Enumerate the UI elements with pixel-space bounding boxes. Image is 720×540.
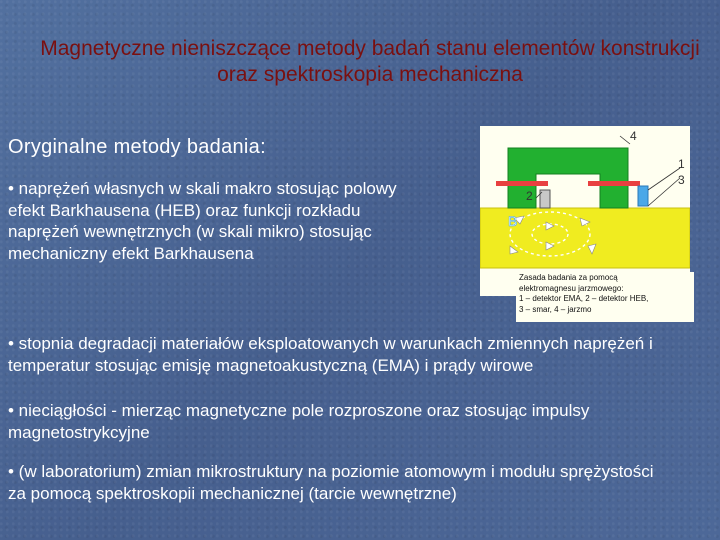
label-b: B [508,213,518,229]
bullet-degradation: • stopnia degradacji materiałów eksploatowanych w warunkach zmiennych naprężeń i temperatur stosując emisję magnetoakustyczną (EMA) i prądy wirowe [8,334,653,375]
label-2: 2 [526,189,533,203]
section-heading: Oryginalne metody badania: [8,136,266,158]
bullet-discontinuities: • nieciągłości - mierząc magnetyczne pole rozproszone oraz stosując impulsy magnetostrykcyjne [8,401,590,442]
detector-ema [638,186,648,206]
caption-line: Zasada badania za pomocą [519,273,618,282]
caption-line: elektromagnesu jarzmowego: [519,283,624,293]
label-4: 4 [630,129,637,143]
coil-right [588,181,640,186]
bullet-barkhausen: • naprężeń własnych w skali makro stosując polowy efekt Barkhausena (HEB) oraz funkcji rozkładu naprężeń wewnętrznych (w skali mikro) stosując mechaniczny efekt Barkhausena [8,179,397,263]
figure-caption [516,272,694,322]
yoke-diagram [480,126,690,296]
label-1: 1 [678,157,685,171]
slide-title: Magnetyczne nieniszczące metody badań stanu elementów konstrukcji oraz spektroskopia mechaniczna [40,37,700,86]
bullet-laboratory: • (w laboratorium) zmian mikrostruktury na poziomie atomowym i modułu sprężystości za pomocą spektroskopii mechanicznej (tarcie wewnętrzne) [8,462,654,503]
coil-left [496,181,548,186]
caption-line: 3 – smar, 4 – jarzmo [519,304,592,314]
label-3: 3 [678,173,685,187]
caption-line: 1 – detektor EMA, 2 – detektor HEB, [519,294,649,303]
